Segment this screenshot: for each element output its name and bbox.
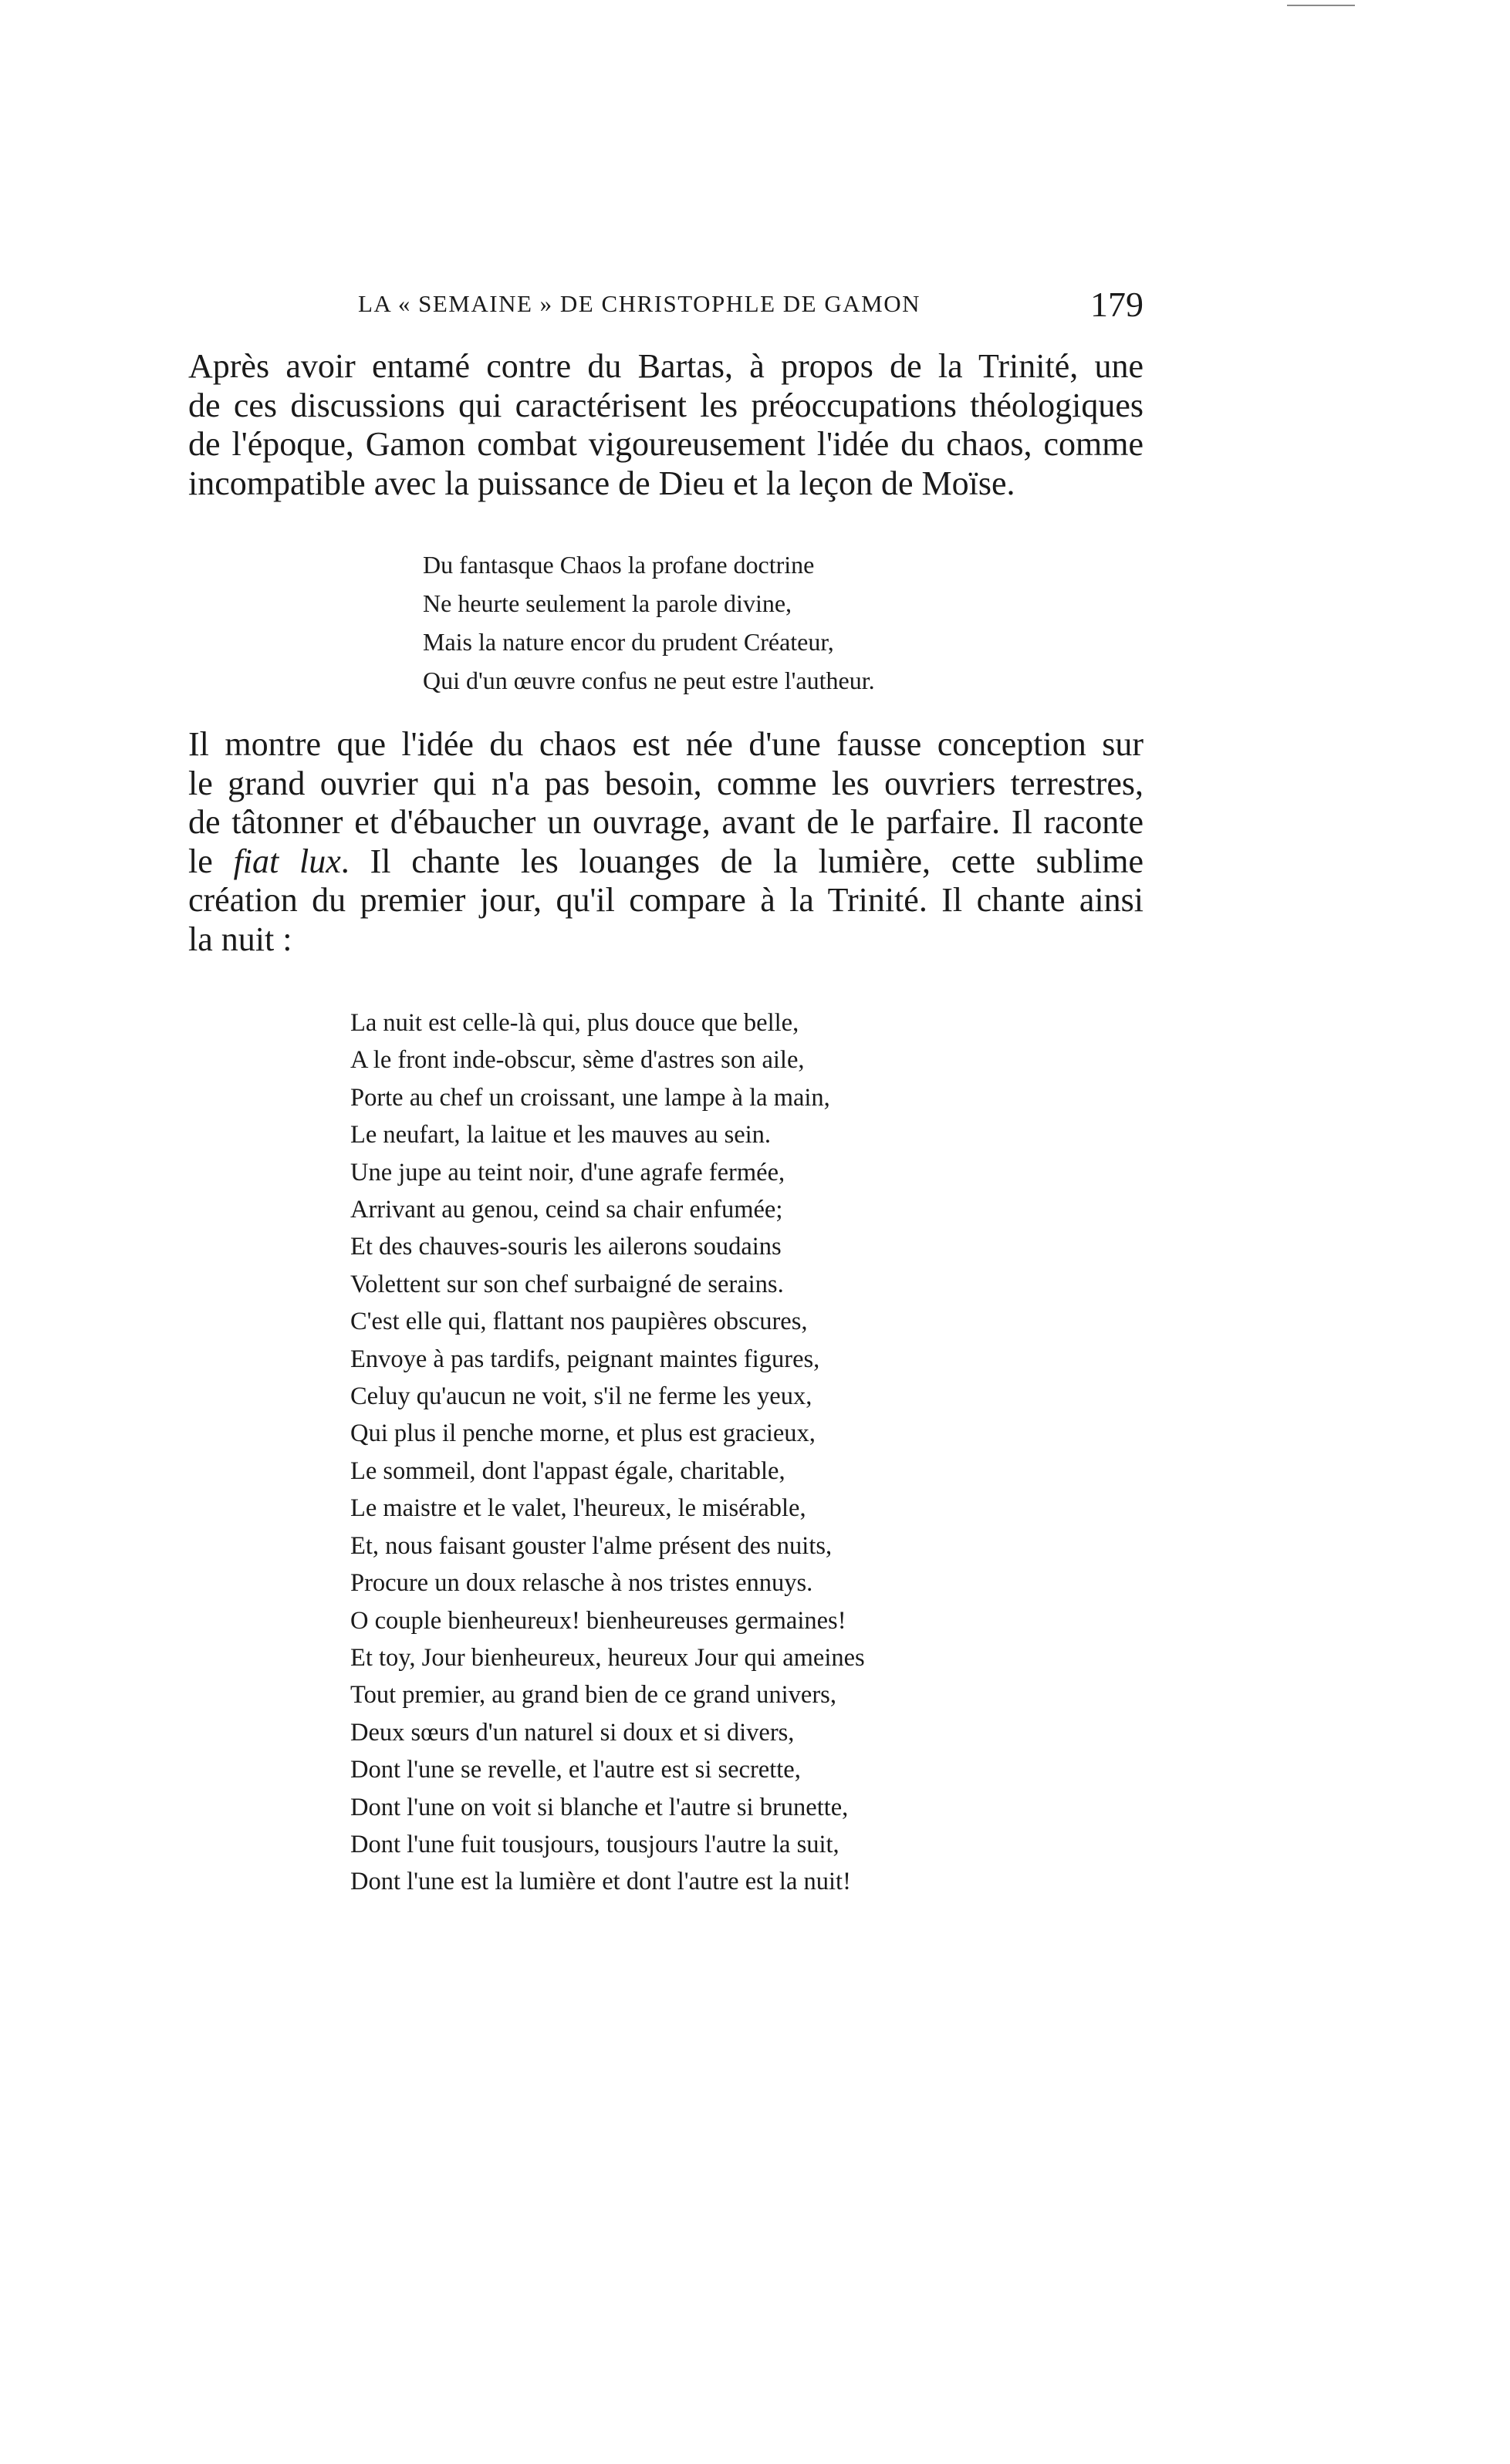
verse-line: Et toy, Jour bienheureux, heureux Jour qui ameines (350, 1643, 865, 1672)
verse-line: Qui d'un œuvre confus ne peut estre l'autheur. (423, 667, 875, 694)
page-number: 179 (1090, 285, 1143, 324)
italic-phrase: fiat lux (233, 842, 341, 880)
prose-line: de ces discussions qui caractérisent les préoccupations théologiques (188, 386, 1143, 424)
verse-line: Arrivant au genou, ceind sa chair enfumée; (350, 1196, 783, 1224)
verse-line: C'est elle qui, flattant nos paupières obscures, (350, 1308, 808, 1336)
verse-line: O couple bienheureux! bienheureuses germaines! (350, 1606, 846, 1635)
prose-line: Après avoir entamé contre du Bartas, à propos de la Trinité, une (188, 347, 1143, 385)
verse-line: Dont l'une est la lumière et dont l'autre est la nuit! (350, 1868, 851, 1896)
verse-line: Envoye à pas tardifs, peignant maintes figures, (350, 1345, 820, 1373)
verse-line: Procure un doux relasche à nos tristes ennuys. (350, 1569, 813, 1598)
scan-edge-mark (1287, 5, 1355, 6)
verse-line: Porte au chef un croissant, une lampe à la main, (350, 1083, 830, 1112)
prose-fragment: le (188, 842, 234, 880)
verse-line: Et des chauves-souris les ailerons soudains (350, 1233, 782, 1261)
verse-line: Le maistre et le valet, l'heureux, le misérable, (350, 1494, 806, 1523)
verse-line: Mais la nature encor du prudent Créateur, (423, 628, 834, 656)
prose-line: la nuit : (188, 920, 292, 958)
prose-line: de tâtonner et d'ébaucher un ouvrage, avant de le parfaire. Il raconte (188, 803, 1143, 841)
paragraph-1 (188, 347, 1143, 503)
verse-line: Une jupe au teint noir, d'une agrafe fermée, (350, 1158, 785, 1186)
verse-line: Volettent sur son chef surbaigné de serains. (350, 1270, 784, 1298)
prose-line: de l'époque, Gamon combat vigoureusement l'idée du chaos, comme (188, 425, 1143, 463)
running-head (358, 284, 1143, 330)
verse-line: La nuit est celle-là qui, plus douce que belle, (350, 1009, 799, 1037)
verse-line: Celuy qu'aucun ne voit, s'il ne ferme les yeux, (350, 1382, 812, 1411)
verse-line: Ne heurte seulement la parole divine, (423, 589, 792, 617)
prose-fragment: . Il chante les louanges de la lumière, cette sublime (340, 842, 1143, 880)
verse-line: Dont l'une se revelle, et l'autre est si secrette, (350, 1756, 801, 1784)
verse-line: Le neufart, la laitue et les mauves au sein. (350, 1121, 772, 1149)
verse-line: Et, nous faisant gouster l'alme présent des nuits, (350, 1531, 833, 1560)
verse-line: Qui plus il penche morne, et plus est gracieux, (350, 1419, 816, 1448)
prose-line: incompatible avec la puissance de Dieu et la leçon de Moïse. (188, 464, 1015, 502)
verse-line: Tout premier, au grand bien de ce grand univers, (350, 1681, 836, 1710)
prose-line: création du premier jour, qu'il compare à la Trinité. Il chante ainsi (188, 881, 1143, 919)
quotation-night (350, 1004, 865, 1901)
prose-line: le grand ouvrier qui n'a pas besoin, comme les ouvriers terrestres, (188, 764, 1143, 802)
verse-line: Le sommeil, dont l'appast égale, charitable, (350, 1456, 785, 1485)
verse-line: A le front inde-obscur, sème d'astres son aile, (350, 1046, 805, 1075)
running-title: LA « SEMAINE » DE CHRISTOPHLE DE GAMON (358, 290, 921, 317)
verse-line: Du fantasque Chaos la profane doctrine (423, 551, 815, 579)
verse-line: Deux sœurs d'un naturel si doux et si divers, (350, 1718, 795, 1747)
quotation-chaos (423, 545, 875, 700)
prose-line (188, 842, 1143, 882)
verse-line: Dont l'une on voit si blanche et l'autre si brunette, (350, 1793, 849, 1821)
prose-line: Il montre que l'idée du chaos est née d'une fausse conception sur (188, 725, 1143, 763)
paragraph-2 (188, 725, 1143, 959)
verse-line: Dont l'une fuit tousjours, tousjours l'autre la suit, (350, 1830, 839, 1858)
